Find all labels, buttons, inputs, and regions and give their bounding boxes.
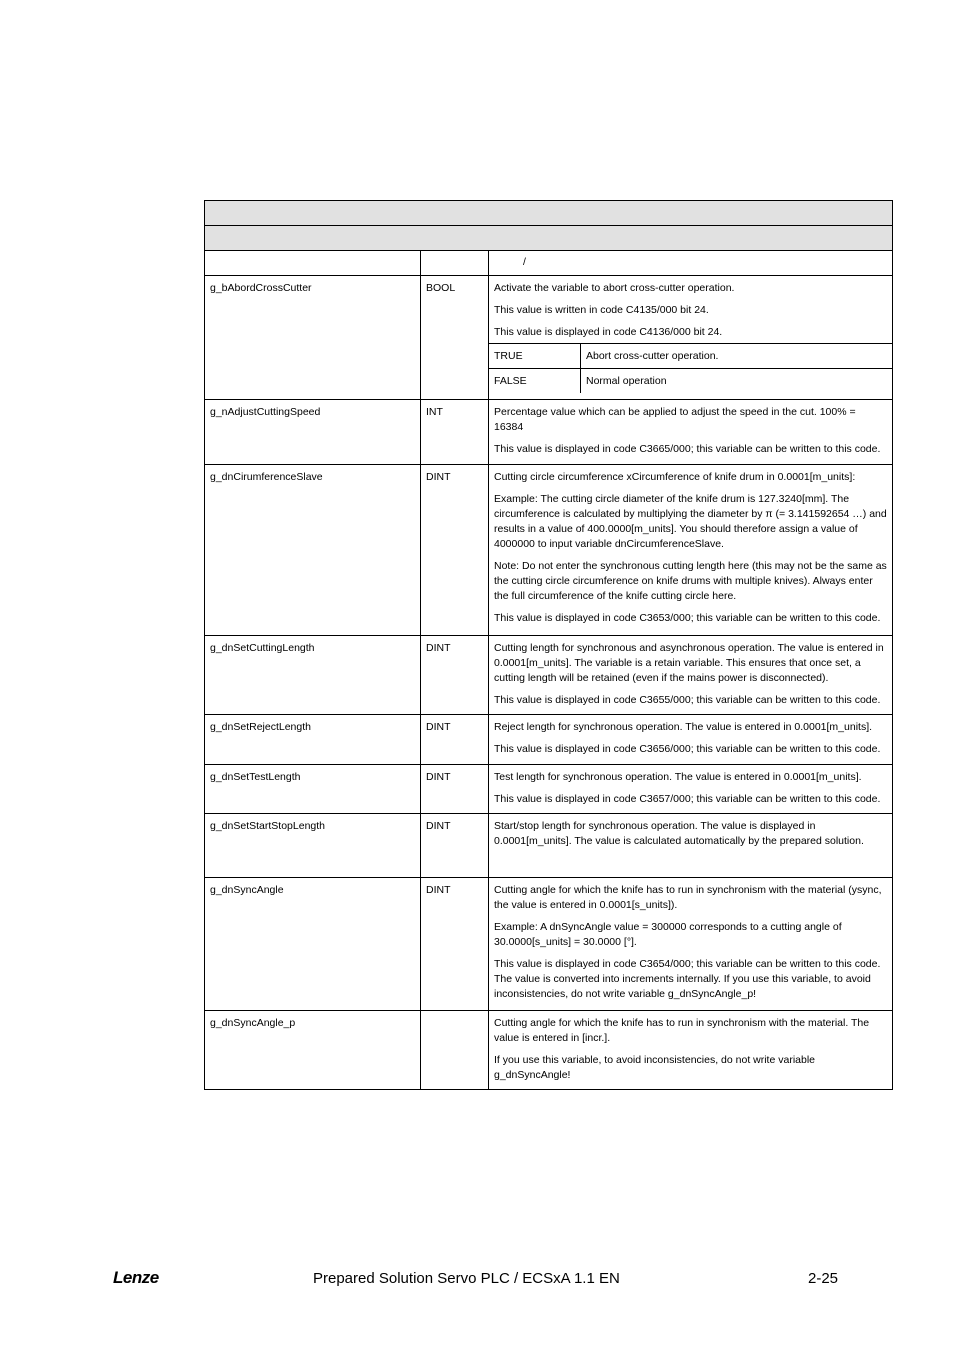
description-paragraph: Note: Do not enter the synchronous cutting length here (this may not be the same as the cutting circle circumference on knife drums with multiple knives). Always enter the full circumference of the knife cutting circle here. (494, 560, 887, 602)
table-row (205, 715, 893, 765)
table-header-row-1 (205, 201, 893, 226)
variable-name: g_bAbordCrossCutter (205, 276, 421, 400)
variable-name: g_dnSetRejectLength (205, 715, 421, 765)
table-row (205, 878, 893, 1011)
variable-type: DINT (421, 715, 489, 765)
table-row (205, 400, 893, 465)
page-number: 2-25 (808, 1270, 839, 1287)
value-meaning: Normal operation (581, 369, 893, 394)
variable-type (421, 1011, 489, 1090)
description-paragraph: This value is displayed in code C4136/000 bit 24. (494, 326, 723, 338)
column-header-description (489, 251, 893, 276)
variable-name: g_nAdjustCuttingSpeed (205, 400, 421, 465)
variable-description (489, 814, 893, 878)
column-header-slash: / (523, 256, 526, 268)
description-paragraph: This value is displayed in code C3656/000; this variable can be written to this code. (494, 743, 881, 755)
variable-type: DINT (421, 465, 489, 636)
description-paragraph: Start/stop length for synchronous operation. The value is displayed in 0.0001[m_units]. The value is calculated automatically by the prepared solution. (494, 820, 864, 847)
variable-description (489, 765, 893, 814)
value-row (489, 344, 892, 369)
variable-description (489, 636, 893, 715)
value-table (489, 343, 892, 393)
variables-table (204, 200, 893, 1090)
variable-name: g_dnCirumferenceSlave (205, 465, 421, 636)
table-header-cell-2 (205, 226, 893, 251)
variable-type: INT (421, 400, 489, 465)
description-paragraph: This value is displayed in code C3653/000; this variable can be written to this code. (494, 612, 881, 624)
description-paragraph: This value is written in code C4135/000 bit 24. (494, 304, 709, 316)
variable-type: DINT (421, 765, 489, 814)
table-row (205, 814, 893, 878)
variable-name: g_dnSetStartStopLength (205, 814, 421, 878)
description-paragraph: This value is displayed in code C3654/000; this variable can be written to this code. The value is converted into increments internally. If you use this variable, to avoid inconsistencies, do not write variable g_dnSyncAngle_p! (494, 958, 881, 1000)
variable-description (489, 465, 893, 636)
variable-type: DINT (421, 636, 489, 715)
variable-type: BOOL (421, 276, 489, 400)
variable-type: DINT (421, 878, 489, 1011)
variable-description (489, 878, 893, 1011)
variable-name: g_dnSyncAngle_p (205, 1011, 421, 1090)
description-paragraph: Test length for synchronous operation. The value is entered in 0.0001[m_units]. (494, 771, 862, 783)
table-row (205, 276, 893, 400)
description-paragraph: This value is displayed in code C3655/000; this variable can be written to this code. (494, 694, 881, 706)
value-key: FALSE (489, 369, 581, 394)
variable-description (489, 1011, 893, 1090)
table-row (205, 1011, 893, 1090)
description-paragraph: Cutting angle for which the knife has to run in synchronism with the material (ysync, the value is entered in 0.0001[s_units]). (494, 884, 882, 911)
description-paragraph: Reject length for synchronous operation. The value is entered in 0.0001[m_units]. (494, 721, 873, 733)
lenze-logo: Lenze (113, 1268, 159, 1287)
table-row (205, 765, 893, 814)
table-row (205, 636, 893, 715)
column-header-row (205, 251, 893, 276)
variable-name: g_dnSetCuttingLength (205, 636, 421, 715)
description-paragraph: Percentage value which can be applied to adjust the speed in the cut. 100% = 16384 (494, 406, 856, 433)
value-key: TRUE (489, 344, 581, 369)
variable-name: g_dnSetTestLength (205, 765, 421, 814)
description-paragraph: Activate the variable to abort cross-cutter operation. (494, 282, 735, 294)
table-header-row-2 (205, 226, 893, 251)
page-footer (0, 1268, 954, 1292)
variable-description (489, 715, 893, 765)
description-paragraph: Cutting length for synchronous and asynchronous operation. The value is entered in 0.0001[m_units]. The variable is a retain variable. This ensures that once set, a cutting length will be retained (even if the mains power is disconnected). (494, 642, 884, 684)
footer-title: Prepared Solution Servo PLC / ECSxA 1.1 EN (313, 1270, 620, 1287)
description-paragraph: Example: A dnSyncAngle value = 300000 corresponds to a cutting angle of 30.0000[s_units] = 30.0000 [°]. (494, 921, 842, 948)
column-header-name (205, 251, 421, 276)
description-paragraph: Cutting angle for which the knife has to run in synchronism with the material. The value is entered in [incr.]. (494, 1017, 870, 1044)
table-row (205, 465, 893, 636)
variable-description (489, 276, 893, 400)
variable-description (489, 400, 893, 465)
column-header-type (421, 251, 489, 276)
description-paragraph: This value is displayed in code C3657/000; this variable can be written to this code. (494, 793, 881, 805)
variable-name: g_dnSyncAngle (205, 878, 421, 1011)
description-paragraph: If you use this variable, to avoid inconsistencies, do not write variable g_dnSyncAngle! (494, 1054, 816, 1081)
description-paragraph: Cutting circle circumference xCircumference of knife drum in 0.0001[m_units]: (494, 471, 856, 483)
value-meaning: Abort cross-cutter operation. (581, 344, 893, 369)
table-header-cell-1 (205, 201, 893, 226)
variable-type: DINT (421, 814, 489, 878)
description-paragraph: Example: The cutting circle diameter of the knife drum is 127.3240[mm]. The circumference is calculated by multiplying the diameter by π (= 3.141592654 …) and results in a value of 400.0000[m_units]. You should therefore assign a value of 4000000 to input variable dnCircumferenceSlave. (494, 493, 887, 550)
description-paragraph: This value is displayed in code C3665/000; this variable can be written to this code. (494, 443, 881, 455)
value-row (489, 369, 892, 394)
